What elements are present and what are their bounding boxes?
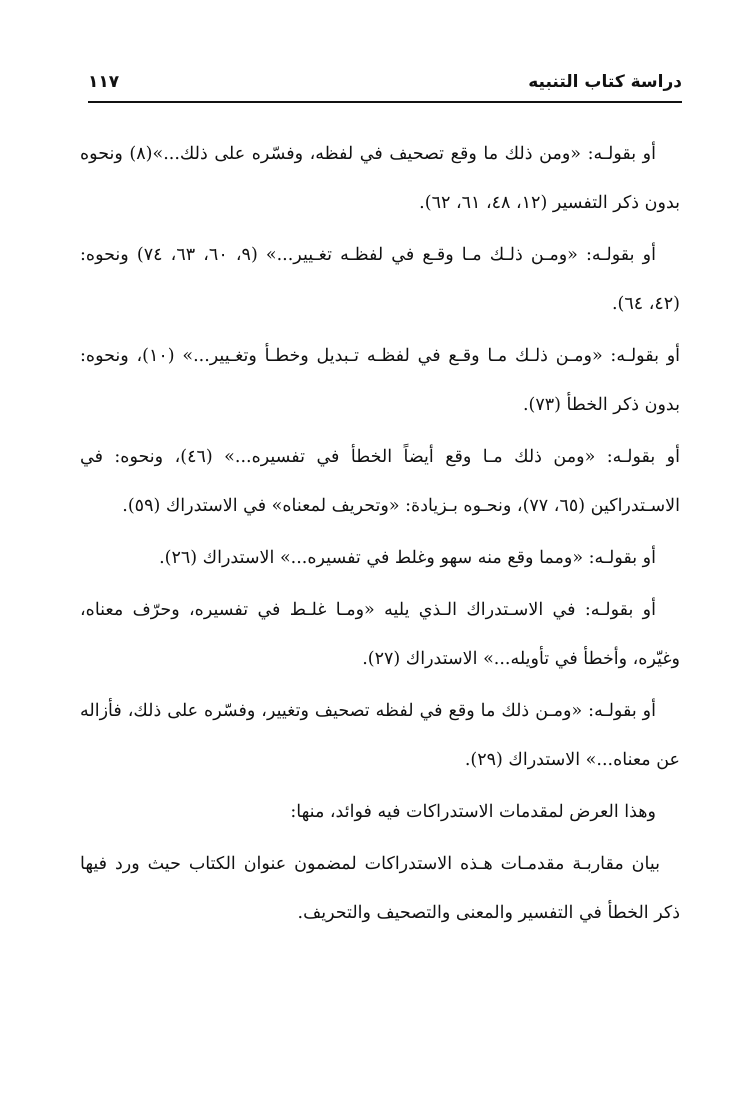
paragraph-8: وهذا العرض لمقدمات الاستدراكات فيه فوائد، منها: xyxy=(290,802,656,822)
paragraph-5: أو بقولـه: «ومما وقع منه سهو وغلط في تفسيره...» الاستدراك (٢٦). xyxy=(159,548,656,568)
running-header xyxy=(88,70,682,100)
page-number: ١١٧ xyxy=(88,72,120,92)
header-rule xyxy=(88,101,682,103)
body-text xyxy=(80,130,680,941)
paragraph-2: أو بقولـه: «ومـن ذلـك مـا وقـع في لفظـه تغـيير...» (٩، ٦٠، ٦٣، ٧٤) ونحوه: (٤٢، ٦٤). xyxy=(80,245,680,314)
paragraph-6: أو بقولـه: في الاسـتدراك الـذي يليه «ومـا غلـط في تفسيره، وحرّف معناه، وغيّره، وأخطأ في تأويله...» الاستدراك (٢٧). xyxy=(80,600,680,669)
paragraph-7: أو بقولـه: «ومـن ذلك ما وقع في لفظه تصحيف وتغيير، وفسّره على ذلك، فأزاله عن معناه...» الاستدراك (٢٩). xyxy=(80,701,680,770)
paragraph-3: أو بقولـه: «ومـن ذلـك مـا وقـع في لفظـه تـبديل وخطـأ وتغـيير...» (١٠)، ونحوه: بدون ذكر الخطأ (٧٣). xyxy=(80,346,681,415)
paragraph-1: أو بقولـه: «ومن ذلك ما وقع تصحيف في لفظه، وفسّره على ذلك...»(٨) ونحوه بدون ذكر التفسير (١٢، ٤٨، ٦١، ٦٢). xyxy=(80,144,680,213)
paragraph-4: أو بقولـه: «ومن ذلك مـا وقع أيضاً الخطأ في تفسيره...» (٤٦)، ونحوه: في الاسـتدراكين (٦٥، ٧٧)، ونحـوه بـزيادة: «وتحريف لمعناه» في الاستدراك (٥٩). xyxy=(80,447,680,516)
running-header-title: دراسة كتاب التنبيه xyxy=(528,72,682,92)
paragraph-9: بيان مقاربـة مقدمـات هـذه الاستدراكات لمضمون عنوان الكتاب حيث ورد فيها ذكر الخطأ في التفسير والمعنى والتصحيف والتحريف. xyxy=(80,854,680,923)
